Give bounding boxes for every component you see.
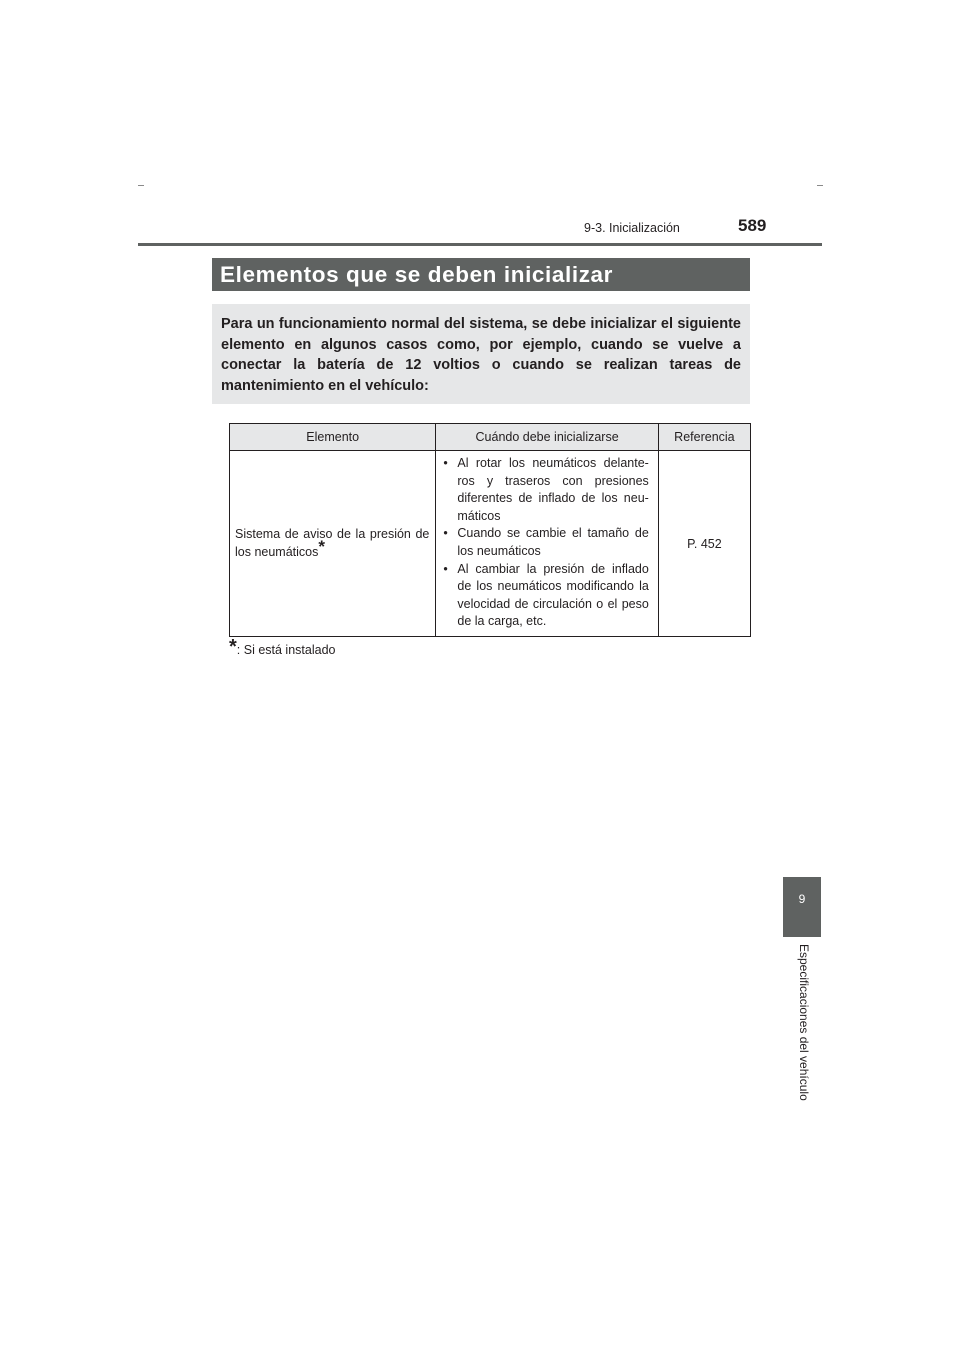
- intro-text: Para un funcionamiento normal del sistema, se debe inicializar el siguiente elemento en algunos casos como, por ejemplo, cuando se vuelve a conectar la batería de 12 voltios o cuando se realizan tareas de mantenimiento en el vehículo:: [221, 316, 741, 394]
- column-header-item: Elemento: [230, 424, 436, 451]
- table-header-row: [230, 424, 751, 451]
- page-number: 589: [738, 216, 767, 235]
- condition-item: • Al cambiar la presión de inflado de los neumáticos modificando la velocidad de circulación o el peso de la carga, etc.: [443, 561, 648, 631]
- item-name: Sistema de aviso de la presión de los neumáticos: [235, 526, 430, 559]
- crop-mark-right: [817, 185, 823, 186]
- section-title: Elementos que se deben inicializar: [212, 258, 750, 291]
- cell-reference: [658, 451, 750, 637]
- column-header-reference: Referencia: [658, 424, 750, 451]
- footnote-marker: *: [229, 636, 237, 658]
- item-footnote-marker: *: [318, 536, 325, 556]
- intro-box: [212, 304, 750, 404]
- condition-item: • Cuando se cambie el tamaño de los neumáticos: [443, 525, 648, 560]
- chapter-tab-number: 9: [798, 892, 806, 906]
- cell-conditions: [436, 451, 658, 637]
- chapter-tab: [783, 877, 821, 937]
- conditions-list: [436, 451, 657, 636]
- footnote: [229, 636, 336, 658]
- running-header-section: 9-3. Inicialización: [584, 221, 680, 235]
- reference-link[interactable]: P. 452: [687, 536, 722, 551]
- table-row: [230, 451, 751, 637]
- column-header-when: Cuándo debe inicializarse: [436, 424, 658, 451]
- condition-item: • Al rotar los neumáticos delante-ros y traseros con presiones diferentes de inflado de los neu-máticos: [443, 455, 648, 525]
- cell-item: [230, 451, 436, 637]
- chapter-tab-label: Especificaciones del vehículo: [797, 944, 811, 1101]
- footnote-text: : Si está instalado: [236, 643, 336, 657]
- header-rule: [138, 243, 822, 246]
- initialization-table: [229, 423, 751, 637]
- crop-mark-left: [138, 185, 144, 186]
